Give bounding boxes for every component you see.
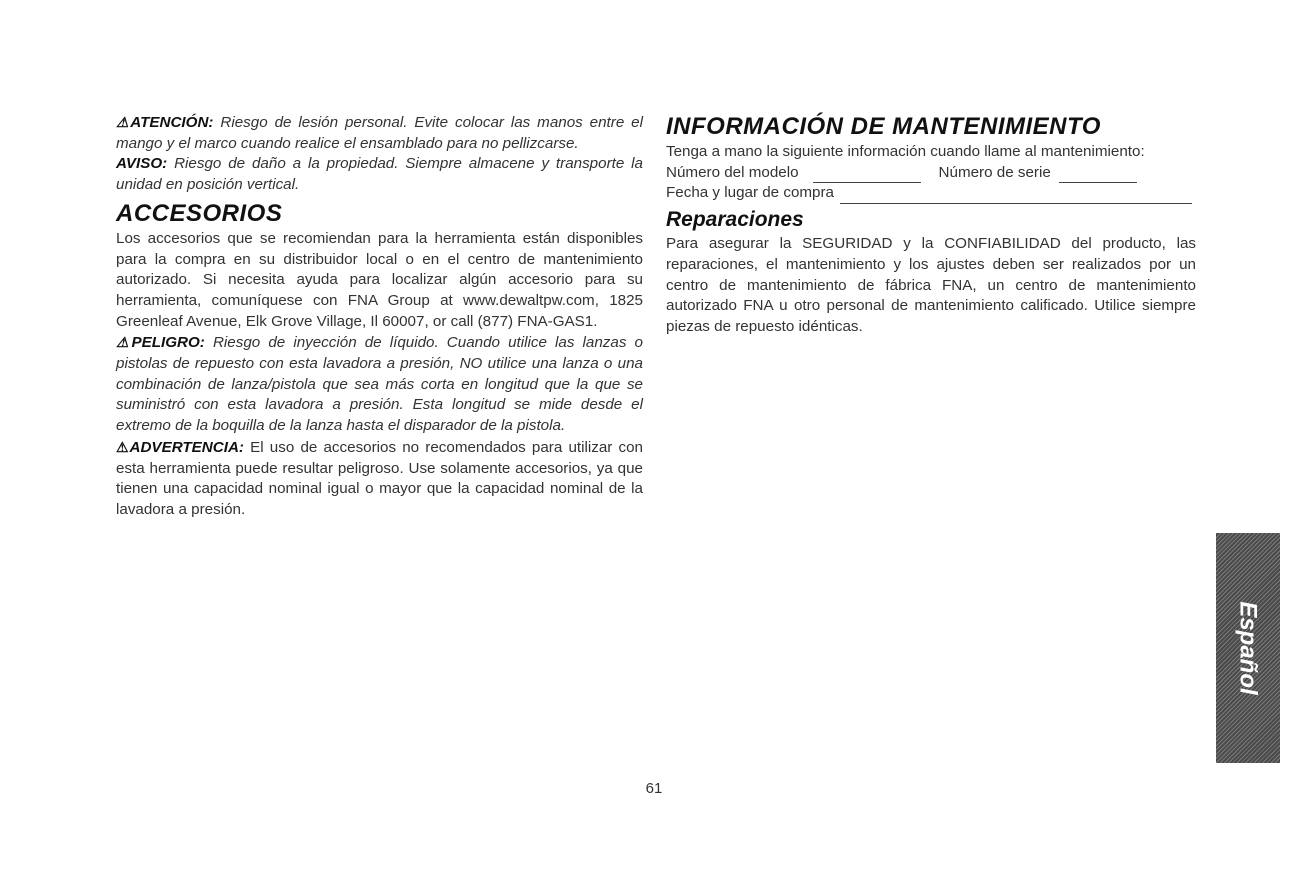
serial-fill-line [1059,168,1137,183]
date-label: Fecha y lugar de compra [666,184,834,202]
model-fill-line [813,168,921,183]
warning-icon: ⚠ [116,114,131,130]
atencion-notice [116,112,643,154]
language-side-tab [1216,533,1280,763]
right-column [666,112,1196,338]
informacion-heading: INFORMACIÓN DE MANTENIMIENTO [666,113,1101,140]
warning-icon: ⚠ [116,438,130,455]
accesorios-heading: ACCESORIOS [116,199,283,227]
left-column [116,112,643,521]
advertencia-label: ADVERTENCIA: [129,438,244,456]
date-row [666,183,1196,204]
reparaciones-heading: Reparaciones [666,208,804,232]
reparaciones-paragraph: Para asegurar la SEGURIDAD y la CONFIABILIDAD del producto, las reparaciones, el mantenimiento y los ajustes deben ser realizados por un centro de mantenimiento de fábrica FNA, un centro de mantenimiento autorizado FNA u otro personal de mantenimiento calificado. Utilice siempre piezas de repuesto idénticas. [666,235,1196,335]
page-number: 61 [645,780,663,797]
aviso-label: AVISO: [116,155,168,173]
model-label: Número del modelo [666,163,799,181]
aviso-notice [116,154,643,195]
peligro-notice [116,332,643,437]
advertencia-text: El uso de accesorios no recomendados para utilizar con esta herramienta puede resultar peligroso. Use solamente accesorios, ya que tienen una capacidad nominal igual o mayor que la capacidad nominal de la lavadora a presión. [116,438,643,518]
peligro-label: PELIGRO: [131,334,205,352]
warning-icon: ⚠ [116,334,132,351]
language-tab-label: Español [1235,601,1263,695]
atencion-text: Riesgo de lesión personal. Evite colocar las manos entre el mango y el marco cuando realice el ensamblado para no pellizcarse. [116,114,643,152]
informacion-paragraph: Tenga a mano la siguiente información cuando llame al mantenimiento: [666,143,1145,160]
accesorios-paragraph: Los accesorios que se recomiendan para la herramienta están disponibles para la compra en su distribuidor local o en el centro de mantenimiento autorizado. Si necesita ayuda para localizar algún accesorio para su herramienta, comuníquese con FNA Group at www.dewaltpw.com, 1825 Greenleaf Avenue, Elk Grove Village, Il 60007, or call (877) FNA-GAS1. [116,229,643,330]
model-serial-row [666,163,1196,184]
advertencia-notice [116,437,643,521]
peligro-text: Riesgo de inyección de líquido. Cuando utilice las lanzas o pistolas de repuesto con esta lavadora a presión, NO utilice una lanza o una combinación de lanza/pistola que sea más corta en longitud que la que se suministró con esta lavadora a presión. Esta longitud se mide desde el extremo de la boquilla de la lanza hasta el disparador de la pistola. [116,334,643,435]
aviso-text: Riesgo de daño a la propiedad. Siempre almacene y transporte la unidad en posición vertical. [116,155,643,194]
serial-label: Número de serie [938,163,1051,181]
date-fill-line [840,189,1192,204]
atencion-label: ATENCIÓN: [130,114,214,131]
